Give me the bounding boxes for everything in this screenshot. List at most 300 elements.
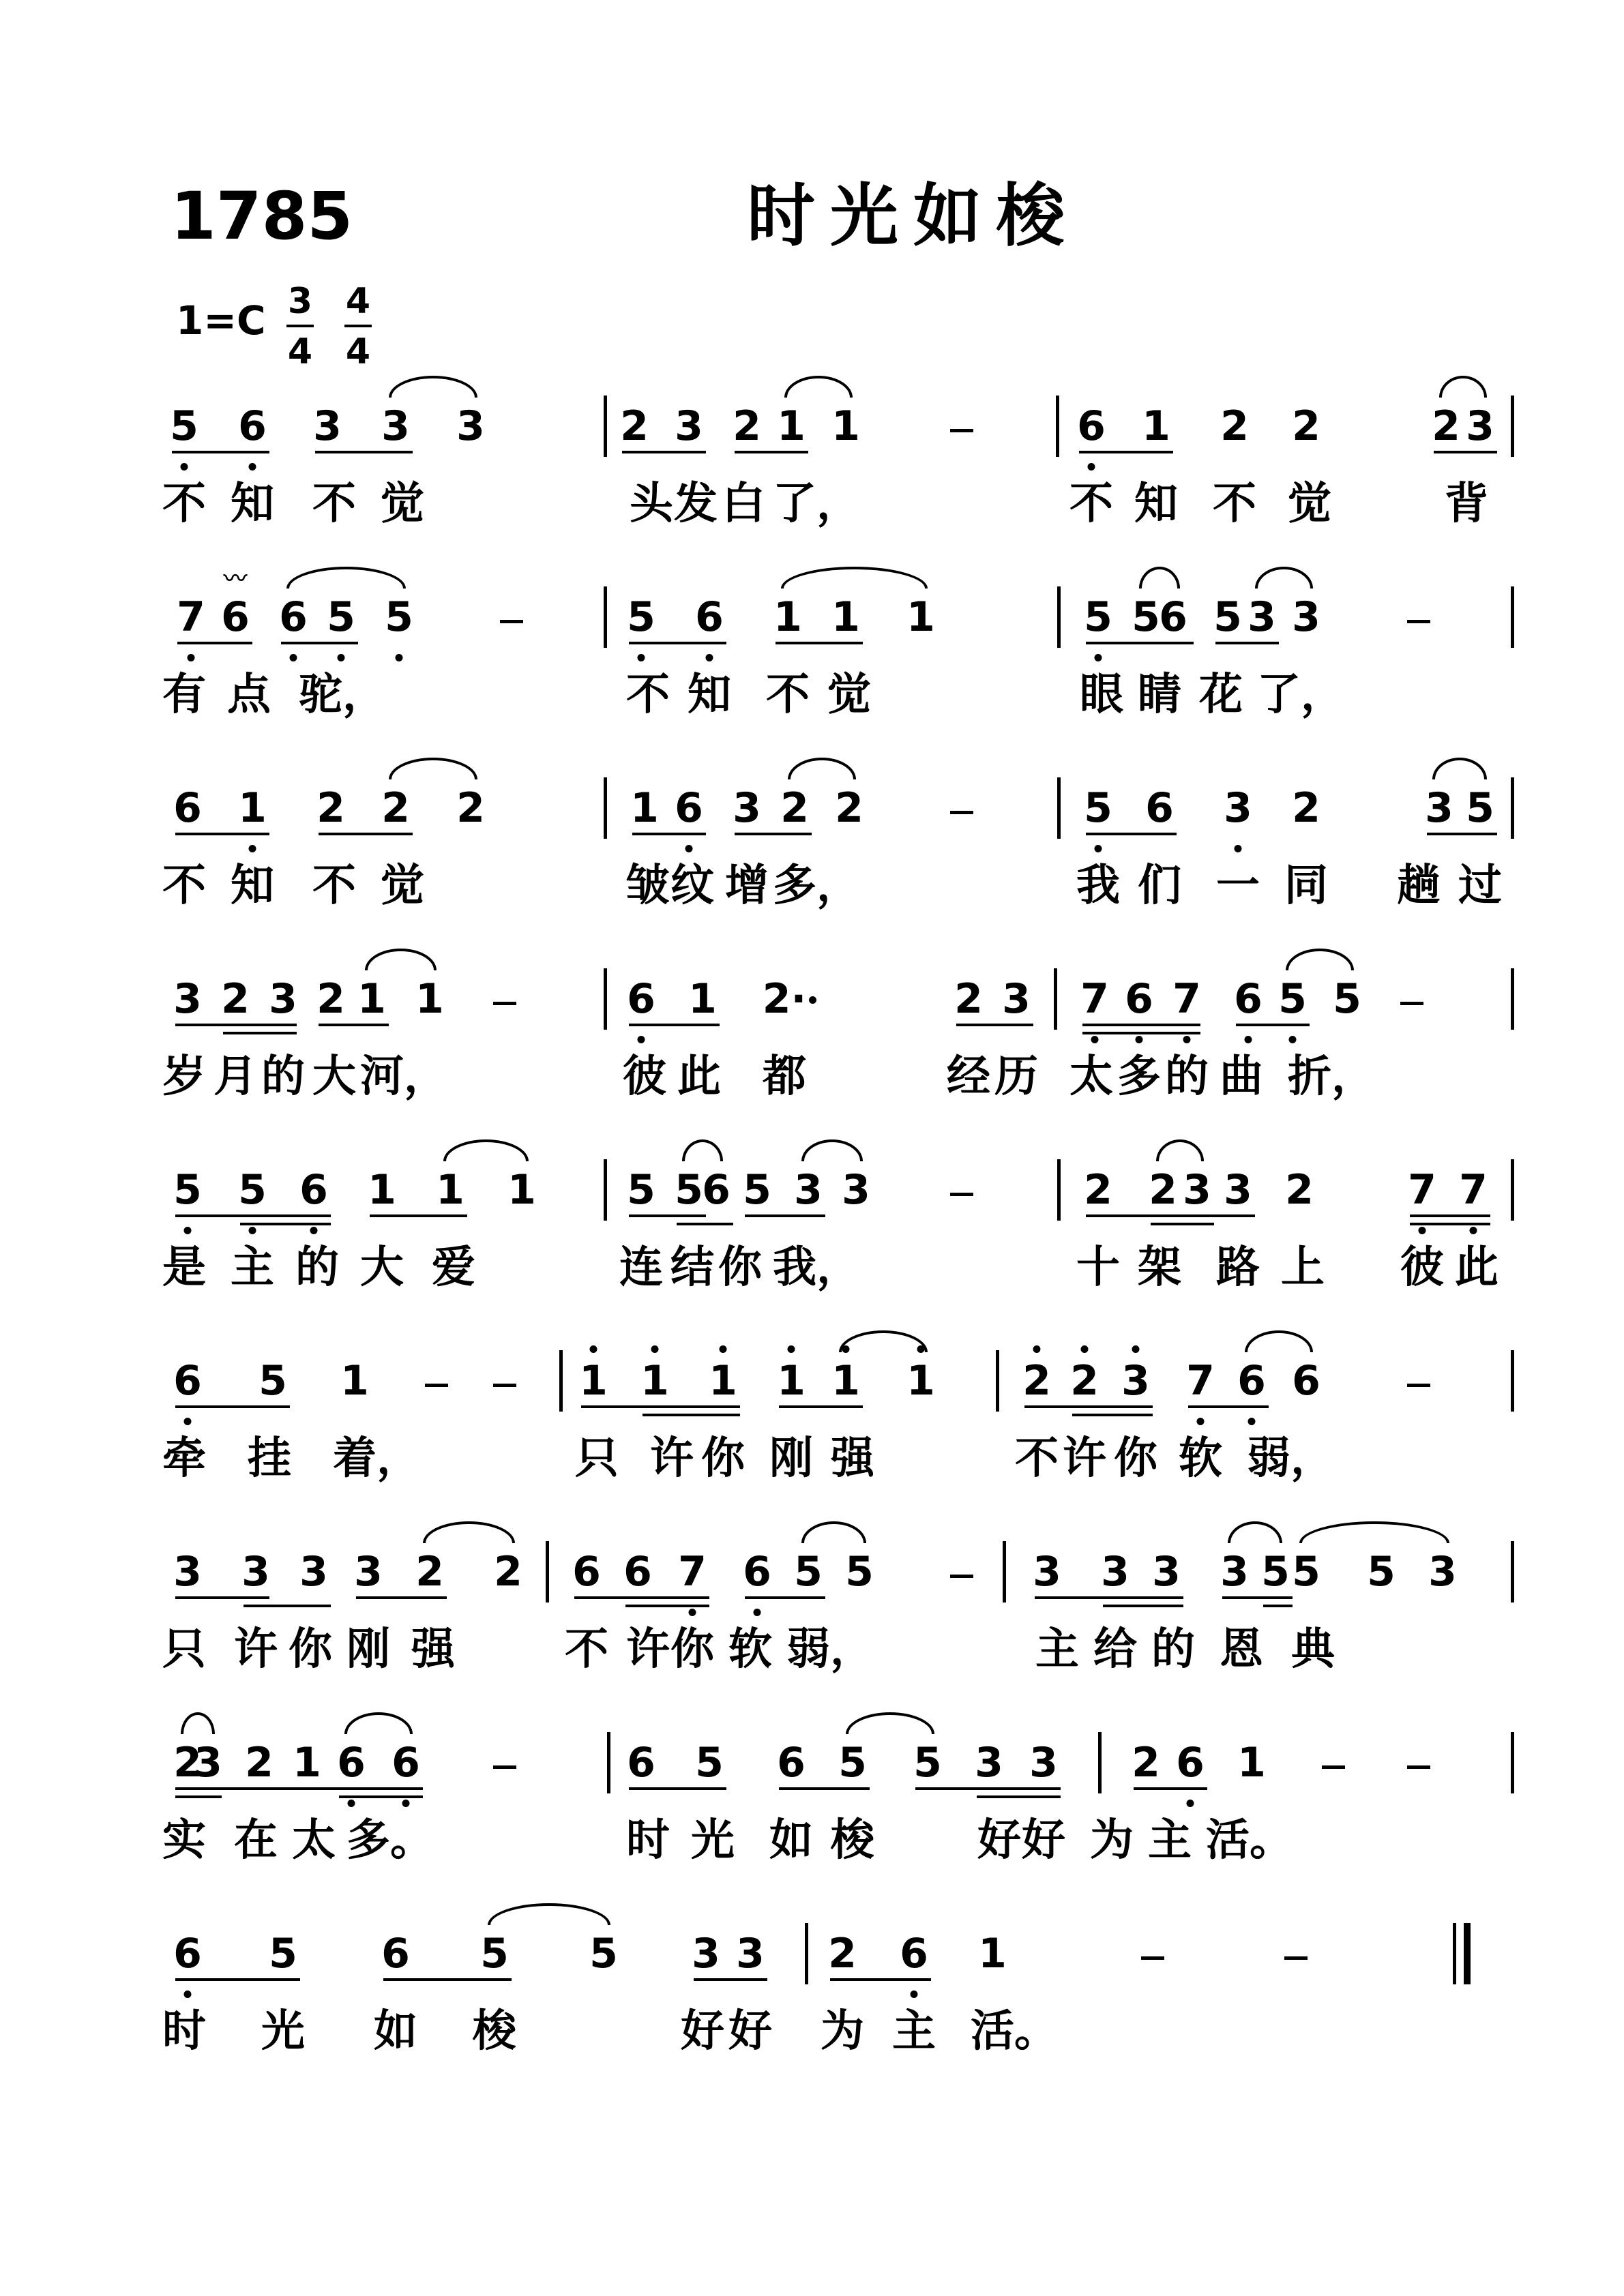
underline-beam [779,1405,863,1408]
note: 3 [975,1739,1003,1787]
note: 5 [1333,975,1361,1023]
final-bar-line [1453,1923,1456,1984]
note: 6 [392,1739,420,1787]
lyric-syllable: 光 [261,2006,305,2057]
note: 2 [828,1930,857,1978]
lyric-syllable: 是 [162,1242,206,1293]
underline-beam [295,1787,423,1790]
note: 1 [773,593,802,641]
note: 2 [1432,402,1460,450]
note: 6 [221,593,250,641]
lyric-syllable: 不 [626,670,670,720]
bar-line [1511,586,1514,648]
octave-dot-low [184,1991,192,1998]
lyric-syllable: 觉 [1288,479,1331,529]
underline-beam [1079,451,1173,453]
lyric-syllable: 眼 [1080,670,1123,720]
lyric-syllable: 在 [234,1815,278,1866]
lyric-syllable: 彼 [623,1052,666,1102]
note: 3 [269,975,297,1023]
lyric-syllable: 主 [1035,1624,1079,1675]
tie-arc [344,1712,413,1734]
underline-beam [319,1024,389,1026]
note: 2 [1084,1166,1112,1214]
bar-line [604,777,607,839]
sustain-dash [1400,1002,1423,1005]
octave-dot-low [1248,1418,1256,1425]
note: 7 [1080,975,1109,1023]
note: 2 [1220,402,1249,450]
lyric-syllable: 活。 [971,2006,1058,2057]
lyric-syllable: 给 [1093,1624,1137,1675]
octave-dot-low [1136,1036,1143,1043]
note: 6 [1176,1739,1205,1787]
note: 1 [978,1930,1007,1978]
note: 2 [1292,784,1320,832]
note: 2 [494,1548,522,1596]
note: 1 [1142,402,1170,450]
lyric-syllable: 不 [1015,1433,1059,1484]
underline-beam [175,1795,222,1798]
underline-beam [1222,1596,1293,1599]
bar-line [604,1159,607,1221]
lyric-syllable: 曲 [1220,1052,1263,1102]
lyric-syllable: 驼， [299,670,386,720]
song-number: 1785 [171,178,353,254]
note: 2 [316,784,345,832]
underline-beam [1134,1787,1207,1790]
lyric-syllable: 刚 [769,1433,813,1484]
octave-dot-low [1095,845,1102,852]
octave-dot-low [689,1609,696,1616]
sustain-dash [493,1765,516,1769]
octave-dot-low [685,845,693,852]
bar-line [1098,1732,1102,1793]
octave-dot-low [249,463,256,471]
note: 2 [415,1548,444,1596]
note: 1 [906,593,935,641]
octave-dot-low [310,1227,318,1234]
tie-arc [389,758,477,779]
note: 3 [1247,593,1276,641]
lyric-syllable: 们 [1138,861,1181,911]
lyric-syllable: 典 [1291,1624,1335,1675]
lyric-syllable: 大 [312,1052,356,1102]
lyric-syllable: 了， [773,479,860,529]
lyric-syllable: 只 [162,1624,206,1675]
underline-beam [629,1787,726,1790]
lyric-syllable: 点 [227,670,271,720]
note: 3 [675,402,703,450]
note: 5 [173,1166,202,1214]
tie-arc [1286,949,1354,970]
tie-arc [389,376,477,398]
lyric-syllable: 觉 [381,479,424,529]
note: 6 [381,1930,410,1978]
sustain-dash [1284,1956,1308,1960]
lyric-syllable: 你 [670,1624,714,1675]
note: 2 [1070,1357,1099,1405]
note: 1 [1237,1739,1266,1787]
lyric-syllable: 多， [773,861,860,911]
note: 3 [173,1548,202,1596]
lyric-syllable: 路 [1216,1242,1260,1293]
note: 2 [245,1739,274,1787]
note: 6 [1145,784,1174,832]
lyric-syllable: 不 [1213,479,1256,529]
note: 3 [194,1739,222,1787]
note: 2 [780,784,809,832]
tie-arc [1439,376,1487,398]
bar-line [1511,1732,1514,1793]
tie-arc [181,1712,215,1734]
note: 5 [1367,1548,1396,1596]
underline-beam [629,642,726,644]
lyric-syllable: 睛 [1138,670,1181,720]
note: 1 [630,784,659,832]
lyric-syllable: 此 [677,1052,721,1102]
lyric-syllable: 多。 [346,1815,434,1866]
underline-beam [915,1787,1061,1790]
note: 2 [1292,402,1320,450]
song-title: 时光如梭 [747,176,1080,256]
note: 5 [269,1930,297,1978]
note: 5 [845,1548,874,1596]
note: 3 [736,1930,765,1978]
underline-beam [175,1214,331,1217]
lyric-syllable: 爱 [432,1242,475,1293]
note: 6 [627,975,655,1023]
lyric-syllable: 不 [766,670,810,720]
underline-beam [1410,1214,1490,1217]
octave-dot-high [1081,1345,1089,1353]
bar-line [604,586,607,648]
tie-arc [682,1139,723,1161]
underline-beam [356,1596,447,1599]
note: 1 [709,1357,737,1405]
bar-line [604,968,607,1030]
sustain-dash [493,1384,516,1387]
lyric-syllable: 结 [670,1242,714,1293]
underline-beam [240,1223,331,1225]
octave-dot-low [348,1800,355,1807]
lyric-syllable: 只 [575,1433,619,1484]
underline-beam [175,1978,300,1981]
note: 6 [1077,402,1106,450]
octave-dot-low [1235,845,1242,852]
lyric-syllable: 大 [360,1242,404,1293]
underline-beam [735,833,812,835]
lyric-syllable: 太 [292,1815,336,1866]
note: 6 [337,1739,366,1787]
lyric-syllable: 许 [626,1624,670,1675]
underline-beam [735,451,808,453]
note: 1 [368,1166,396,1214]
underline-beam [1072,1414,1153,1416]
underline-beam [677,1223,733,1225]
note: 6 [675,784,703,832]
lyric-syllable: 觉 [827,670,871,720]
lyric-syllable: 强 [411,1624,455,1675]
lyric-syllable: 彼 [1400,1242,1444,1293]
lyric-syllable: 我， [773,1242,860,1293]
bar-line [1057,586,1061,648]
note: 5 [627,593,655,641]
lyric-syllable: 时 [626,1815,670,1866]
note: 2 [173,1739,202,1787]
lyric-syllable: 许 [650,1433,694,1484]
note: 6 [623,1548,652,1596]
underline-beam [175,833,269,835]
octave-dot-high [1132,1345,1140,1353]
tie-arc [365,949,437,970]
note: 3 [1220,1548,1249,1596]
note: 7 [1186,1357,1215,1405]
tie-arc [1156,1139,1204,1161]
time-sig-line [286,325,314,327]
underline-beam [779,1787,870,1790]
sustain-dash [950,1193,973,1196]
bar-line [604,396,607,457]
tie-arc [1299,1521,1449,1543]
underline-beam [1082,1032,1200,1034]
lyric-syllable: 强 [831,1433,874,1484]
lyric-syllable: 了， [1257,670,1344,720]
note: 6 [1234,975,1263,1023]
note: 6 [1237,1357,1266,1405]
octave-dot-low [706,654,713,661]
sustain-dash [1407,620,1430,623]
note: 6 [627,1739,655,1787]
note: 6 [279,593,308,641]
octave-dot-low [249,845,256,852]
lyric-syllable: 如 [374,2006,417,2057]
underline-beam [177,642,252,644]
underline-beam [1103,1605,1183,1607]
lyric-syllable: 河， [360,1052,447,1102]
note: 7 [177,593,205,641]
bar-line [1057,1159,1061,1221]
underline-beam [745,1596,825,1599]
note: 5 [385,593,413,641]
bar-line [1003,1541,1006,1602]
lyric-syllable: 月 [213,1052,257,1102]
underline-beam [172,451,269,453]
octave-dot-low [1245,1036,1252,1043]
lyric-syllable: 知 [231,479,274,529]
lyric-syllable: 历 [994,1052,1038,1102]
lyric-syllable: 牵 [162,1433,206,1484]
lyric-syllable: 的 [295,1242,339,1293]
note: 6 [572,1548,601,1596]
lyric-syllable: 背 [1445,479,1488,529]
note: 5 [1261,1548,1290,1596]
time-sig-denominator: 4 [287,331,313,372]
note: 3 [1033,1548,1061,1596]
underline-beam [745,1214,825,1217]
lyric-syllable: 多 [1117,1052,1161,1102]
note: 7 [1172,975,1201,1023]
lyric-syllable: 过 [1458,861,1502,911]
lyric-syllable: 好 [977,1815,1021,1866]
octave-dot-low [1187,1800,1194,1807]
octave-dot-low [638,654,645,661]
note: 2 [456,784,485,832]
note: 2 [381,784,410,832]
octave-dot-low [1091,1036,1099,1043]
lyric-syllable: 梭 [473,2006,516,2057]
tie-arc [286,567,406,588]
tie-arc [423,1521,515,1543]
lyric-syllable: 十 [1076,1242,1120,1293]
lyric-syllable: 不 [1069,479,1113,529]
tie-arc [443,1139,529,1161]
note: 7 [678,1548,707,1596]
lyric-syllable: 知 [688,670,731,720]
tie-arc [1432,758,1487,779]
underline-beam [1035,1596,1183,1599]
note: 1 [415,975,444,1023]
lyric-syllable: 连 [619,1242,663,1293]
underline-beam [632,833,706,835]
lyric-syllable: 软 [1179,1433,1222,1484]
underline-beam [339,1795,423,1798]
underline-beam [776,642,863,644]
bar-line [1054,968,1057,1030]
note: 6 [1125,975,1153,1023]
note: 2 [620,402,649,450]
lyric-syllable: 知 [1134,479,1178,529]
note: 2 [733,402,761,450]
octave-dot-low [249,1227,256,1234]
note: 2 [1132,1739,1160,1787]
underline-beam [1086,833,1177,835]
lyric-syllable: 纹 [670,861,714,911]
lyric-syllable: 觉 [381,861,424,911]
bar-line [559,1350,563,1412]
underline-beam [315,451,413,453]
note: 2 [835,784,863,832]
lyric-syllable: 你 [1114,1433,1157,1484]
lyric-syllable: 知 [231,861,274,911]
lyric-syllable: 同 [1284,861,1328,911]
note: 1 [293,1739,321,1787]
note: 6 [1292,1357,1320,1405]
lyric-syllable: 的 [1151,1624,1195,1675]
note: 3 [1183,1166,1211,1214]
note: 5 [695,1739,724,1787]
octave-dot-low [181,463,188,471]
underline-beam [1151,1223,1214,1225]
note: 6 [900,1930,928,1978]
underline-beam [977,1795,1061,1798]
lyric-syllable: 弱， [786,1624,874,1675]
lyric-syllable: 我 [1076,861,1120,911]
note: 3 [842,1166,870,1214]
octave-dot-low [1197,1418,1205,1425]
lyric-syllable: 好 [681,2006,724,2057]
underline-beam [581,1405,740,1408]
note: 3 [1224,1166,1252,1214]
tie-arc [839,1330,928,1352]
note: 3 [1292,593,1320,641]
note: 3 [733,784,761,832]
note: 1 [436,1166,464,1214]
note: 1 [238,784,267,832]
octave-dot-high [590,1345,597,1353]
lyric-syllable: 主 [1148,1815,1192,1866]
octave-dot-low [338,654,345,661]
octave-dot-low [1088,463,1095,471]
note: 6 [173,1357,202,1405]
octave-dot-high [788,1345,795,1353]
lyric-syllable: 如 [769,1815,813,1866]
underline-beam [622,451,706,453]
underline-beam [1082,1024,1200,1026]
note: 2 [1022,1357,1051,1405]
note: 6 [702,1166,730,1214]
lyric-syllable: 活。 [1206,1815,1293,1866]
underline-beam [629,1024,720,1026]
octave-dot-low [754,1609,761,1616]
note: 3 [1101,1548,1130,1596]
bar-line [1511,968,1514,1030]
note: 3 [354,1548,383,1596]
lyric-syllable: 实 [162,1815,206,1866]
note: 1 [831,1357,860,1405]
note: 3 [794,1166,823,1214]
lyric-syllable: 不 [565,1624,608,1675]
note: 5 [913,1739,942,1787]
sustain-dash [493,1002,516,1005]
sustain-dash [1141,1956,1164,1960]
lyric-syllable: 弱， [1247,1433,1334,1484]
underline-beam [1086,642,1194,644]
note: 6 [173,784,202,832]
note: 1 [507,1166,536,1214]
octave-dot-low [402,1800,410,1807]
note: 3 [1121,1357,1150,1405]
underline-beam [830,1978,931,1981]
lyric-syllable: 时 [162,2006,206,2057]
octave-dot-low [1470,1227,1477,1234]
note: 3 [1425,784,1453,832]
note: 5 [743,1166,771,1214]
bar-line [1511,396,1514,457]
underline-beam [1024,1405,1153,1408]
lyric-syllable: 上 [1281,1242,1325,1293]
sustain-dash [950,811,973,814]
lyric-syllable: 软 [728,1624,772,1675]
octave-dot-low [1183,1036,1191,1043]
tie-arc [801,1521,866,1543]
lyric-syllable: 趟 [1397,861,1441,911]
lyric-syllable: 许 [1063,1433,1106,1484]
lyric-syllable: 刚 [346,1624,390,1675]
lyric-syllable: 你 [718,1242,762,1293]
note: 5 [480,1930,509,1978]
note: 2· [762,975,807,1023]
mordent-mark: 〰 [224,565,247,593]
sustain-dash [1407,1384,1430,1387]
note: 1 [906,1357,935,1405]
lyric-syllable: 的 [261,1052,305,1102]
bar-line [1511,1159,1514,1221]
sustain-dash [950,1575,973,1578]
sustain-dash [425,1384,448,1387]
lyric-syllable: 一 [1216,861,1260,911]
lyric-syllable: 梭 [831,1815,874,1866]
